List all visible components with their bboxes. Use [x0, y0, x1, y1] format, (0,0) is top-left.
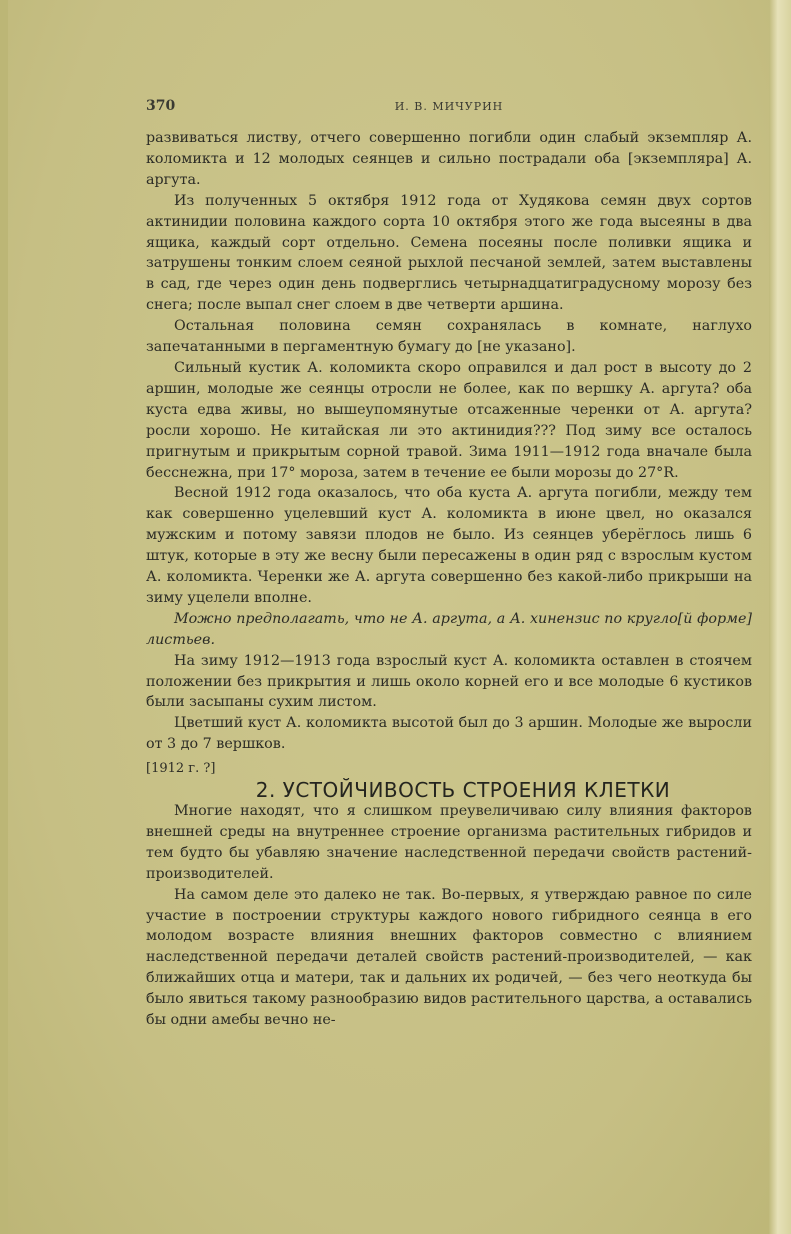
paragraph: Из полученных 5 октября 1912 года от Худякова семян двух сортов актинидии половина каждого сорта 10 октября этого же года высеяны в два ящика, каждый сорт отдельно. Семена посеяны после поливки ящика и затрушены тонким слоем сеяной рыхлой песчаной землей, затем выставлены в сад, где через один день подверглись четырнадцатиградусному морозу без снега; после выпал снег слоем в две четверти аршина. — [146, 192, 752, 314]
paragraph: Весной 1912 года оказалось, что оба куста А. аргута погибли, между тем как совершенно уцелевший куст А. коломикта в июне цвел, но оказался мужским и потому завязи плодов не было. Из сеянцев уберёглось лишь 6 штук, которые в эту же весну были пересажены в один ряд с взрослым кустом А. коломикта. Черенки же А. аргута совершенно без какой-либо прикрыши на зиму уцелели вполне. — [146, 485, 752, 606]
paragraph: развиваться листву, отчего совершенно погибли один слабый экземпляр А. коломикта и 12 молодых сеянцев и сильно пострадали оба [экземпляра] А. аргута. — [146, 130, 752, 188]
page-edge — [769, 0, 791, 1234]
page-number: 370 — [146, 98, 176, 114]
date-note: [1912 г. ?] — [146, 761, 216, 777]
paragraph: На зиму 1912—1913 года взрослый куст А. коломикта оставлен в стоячем положении без прикрытия и лишь около корней его и все молодые 6 кустиков были засыпаны сухим листом. — [146, 652, 752, 711]
page-header — [146, 98, 752, 118]
paragraph: Остальная половина семян сохранялась в комнате, наглухо запечатанными в пергаментную бумагу до [не указано]. — [146, 318, 752, 356]
paragraph: Сильный кустик А. коломикта скоро оправился и дал рост в высоту до 2 аршин, молодые же сеянцы отросли не более, как по вершку А. аргута? оба куста едва живы, но вышеупомянутые отсаженные черенки от А. аргута? росли хорошо. Не китайская ли это актинидия??? Под зиму все осталось пригнутым и прикрытым сорной травой. Зима 1911—1912 года вначале была бесснежна, при 17° мороза, затем в течение ее были морозы до 27°R. — [146, 359, 752, 481]
paragraph: На самом деле это далеко не так. Во-первых, я утверждаю равное по силе участие в построении структуры каждого нового гибридного сеянца в его молодом возрасте влияния внешних факторов совместно с влиянием наследственной передачи деталей свойств растений-производителей, — как ближайших отца и матери, так и дальних их родичей, — без чего неоткуда бы было явиться такому разнообразию видов растительного царства, а оставались бы одни амебы вечно не- — [146, 886, 752, 1029]
body-text — [146, 128, 752, 1031]
running-head: И. В. МИЧУРИН — [394, 100, 504, 113]
paragraph: Многие находят, что я слишком преувеличиваю силу влияния факторов внешней среды на внутреннее строение организма растительных гибридов и тем будто бы убавляю значение наследственной передачи свойств растений-производителей. — [146, 803, 752, 882]
section-title: 2. УСТОЙЧИВОСТЬ СТРОЕНИЯ КЛЕТКИ — [255, 778, 671, 803]
italic-note: Можно предполагать, что не А. аргута, а А. хинензис по круглo[й форме] листьев. — [146, 610, 752, 648]
paragraph: Цветший куст А. коломикта высотой был до 3 аршин. Молодые же выросли от 3 до 7 вершков. — [146, 715, 752, 753]
